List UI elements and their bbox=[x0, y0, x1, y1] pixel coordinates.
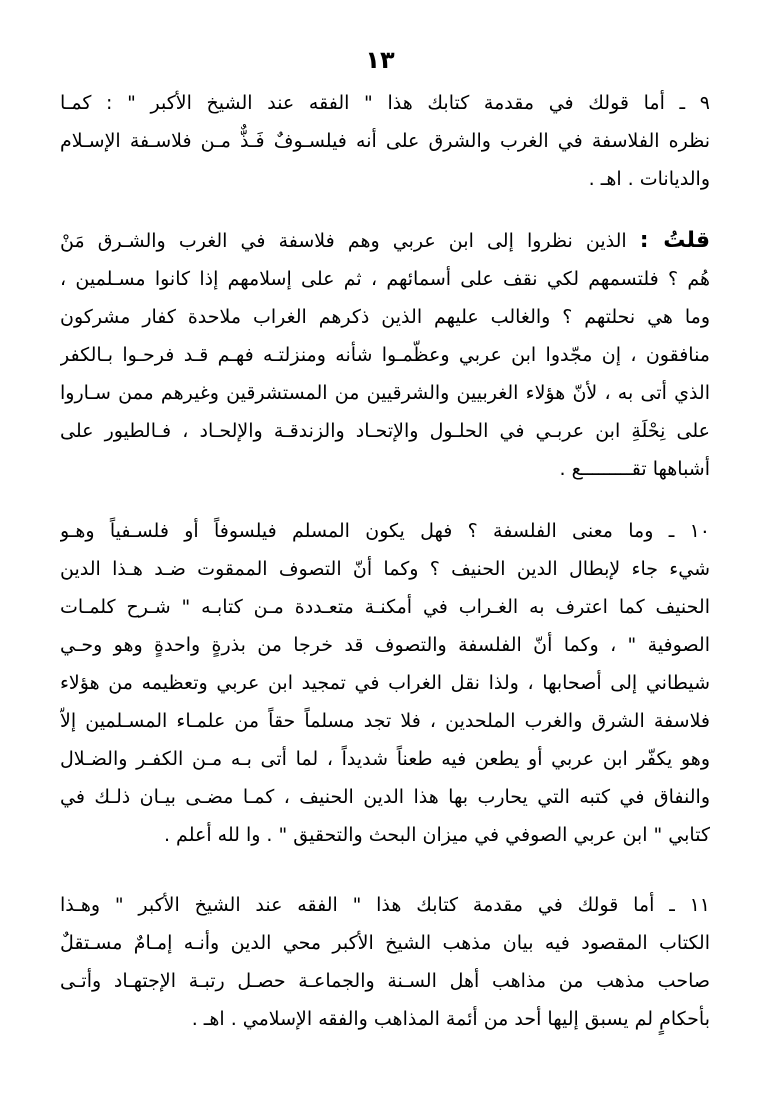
paragraph-10-line: شيطاني إلى أصحابها ، ولذا نقل الغراب في تمجيد ابن عربي وتعظيمه من هؤلاء bbox=[60, 672, 710, 694]
reply-paragraph bbox=[60, 222, 710, 488]
paragraph-10-line: فلاسفة الشرق والغرب الملحدين ، فلا تجد مسلماً حقاً من علمـاء المسـلمين إلاّ bbox=[60, 710, 710, 732]
reply-line: على نِحْلَةِ ابن عربـي في الحلـول والإتحـاد والزندقـة والإلحـاد ، فـالطيور على bbox=[60, 420, 710, 442]
paragraph-9-line: ٩ ـ أما قولك في مقدمة كتابك هذا " الفقه عند الشيخ الأكبر " : كمـا bbox=[60, 92, 710, 114]
paragraph-10-line: والنفاق في كتبه التي يحارب بها هذا الدين الحنيف ، كمـا مضـى بيـان ذلـك في bbox=[60, 786, 710, 808]
paragraph-9 bbox=[60, 84, 710, 198]
paragraph-11-line: ١١ ـ أما قولك في مقدمة كتابك هذا " الفقه عند الشيخ الأكبر " وهـذا bbox=[60, 894, 710, 916]
reply-line: الذين نظروا إلى ابن عربي وهم فلاسفة في الغرب والشـرق مَنْ bbox=[60, 230, 627, 252]
paragraph-9-line: والديانات . اهـ . bbox=[588, 168, 710, 190]
paragraph-10 bbox=[60, 512, 710, 854]
paragraph-11-line: بأحكامٍ لم يسبق إليها أحد من أئمة المذاهب والفقه الإسلامي . اهـ . bbox=[191, 1008, 710, 1030]
reply-line: وما هي نحلتهم ؟ والغالب عليهم الذين ذكرهم الغراب ملاحدة كفار مشركون bbox=[60, 306, 710, 328]
paragraph-10-line: الصوفية " ، وكما أنّ الفلسفة والتصوف قد خرجا من بذرةٍ واحدةٍ وهو وحـي bbox=[60, 634, 710, 656]
paragraph-9-line: نظره الفلاسفة في الغرب والشرق على أنه فيلسـوفٌ فَـذٌّ مـن فلاسـفة الإسـلام bbox=[60, 130, 710, 152]
reply-lead-word: قلتُ : bbox=[639, 228, 710, 253]
reply-line: الذي أتى به ، لأنّ هؤلاء الغربيين والشرقيين من المستشرقين وغيرهم ممن سـاروا bbox=[60, 382, 710, 404]
paragraph-10-line: كتابي " ابن عربي الصوفي في ميزان البحث والتحقيق " . وا لله أعلم . bbox=[163, 824, 710, 846]
paragraph-10-line: ١٠ ـ وما معنى الفلسفة ؟ فهل يكون المسلم فيلسوفاً أو فلسـفياً وهـو bbox=[60, 520, 710, 542]
reply-line: أشباهها تقـــــــــع . bbox=[559, 458, 710, 480]
reply-line: منافقون ، إن مجّدوا ابن عربي وعظّمـوا شأنه ومنزلتـه فهـم قـد فرحـوا بـالكفر bbox=[60, 344, 710, 366]
paragraph-11-line: صاحب مذهب من مذاهب أهل السـنة والجماعـة حصـل رتبـة الإجتهـاد وأتـى bbox=[60, 970, 710, 992]
paragraph-11 bbox=[60, 886, 710, 1038]
reply-first-line bbox=[60, 222, 710, 260]
page-number: ١٣ bbox=[365, 46, 395, 74]
paragraph-10-line: وهو يكفّر ابن عربي أو يطعن فيه طعناً شديداً ، لما أتى بـه مـن الكفـر والضـلال bbox=[60, 748, 710, 770]
paragraph-10-line: شيء جاء لإبطال الدين الحنيف ؟ وكما أنّ التصوف الممقوت ضـد هـذا الدين bbox=[60, 558, 710, 580]
reply-line: هُم ؟ فلتسمهم لكي نقف على أسمائهم ، ثم على إسلامهم إذا كانوا مسـلمين ، bbox=[60, 268, 710, 290]
paragraph-11-line: الكتاب المقصود فيه بيان مذهب الشيخ الأكبر محي الدين وأنـه إمـامٌ مسـتقلٌ bbox=[60, 932, 710, 954]
paragraph-10-line: الحنيف كما اعترف به الغـراب في أمكنـة متعـددة مـن كتابـه " شـرح كلمـات bbox=[60, 596, 710, 618]
